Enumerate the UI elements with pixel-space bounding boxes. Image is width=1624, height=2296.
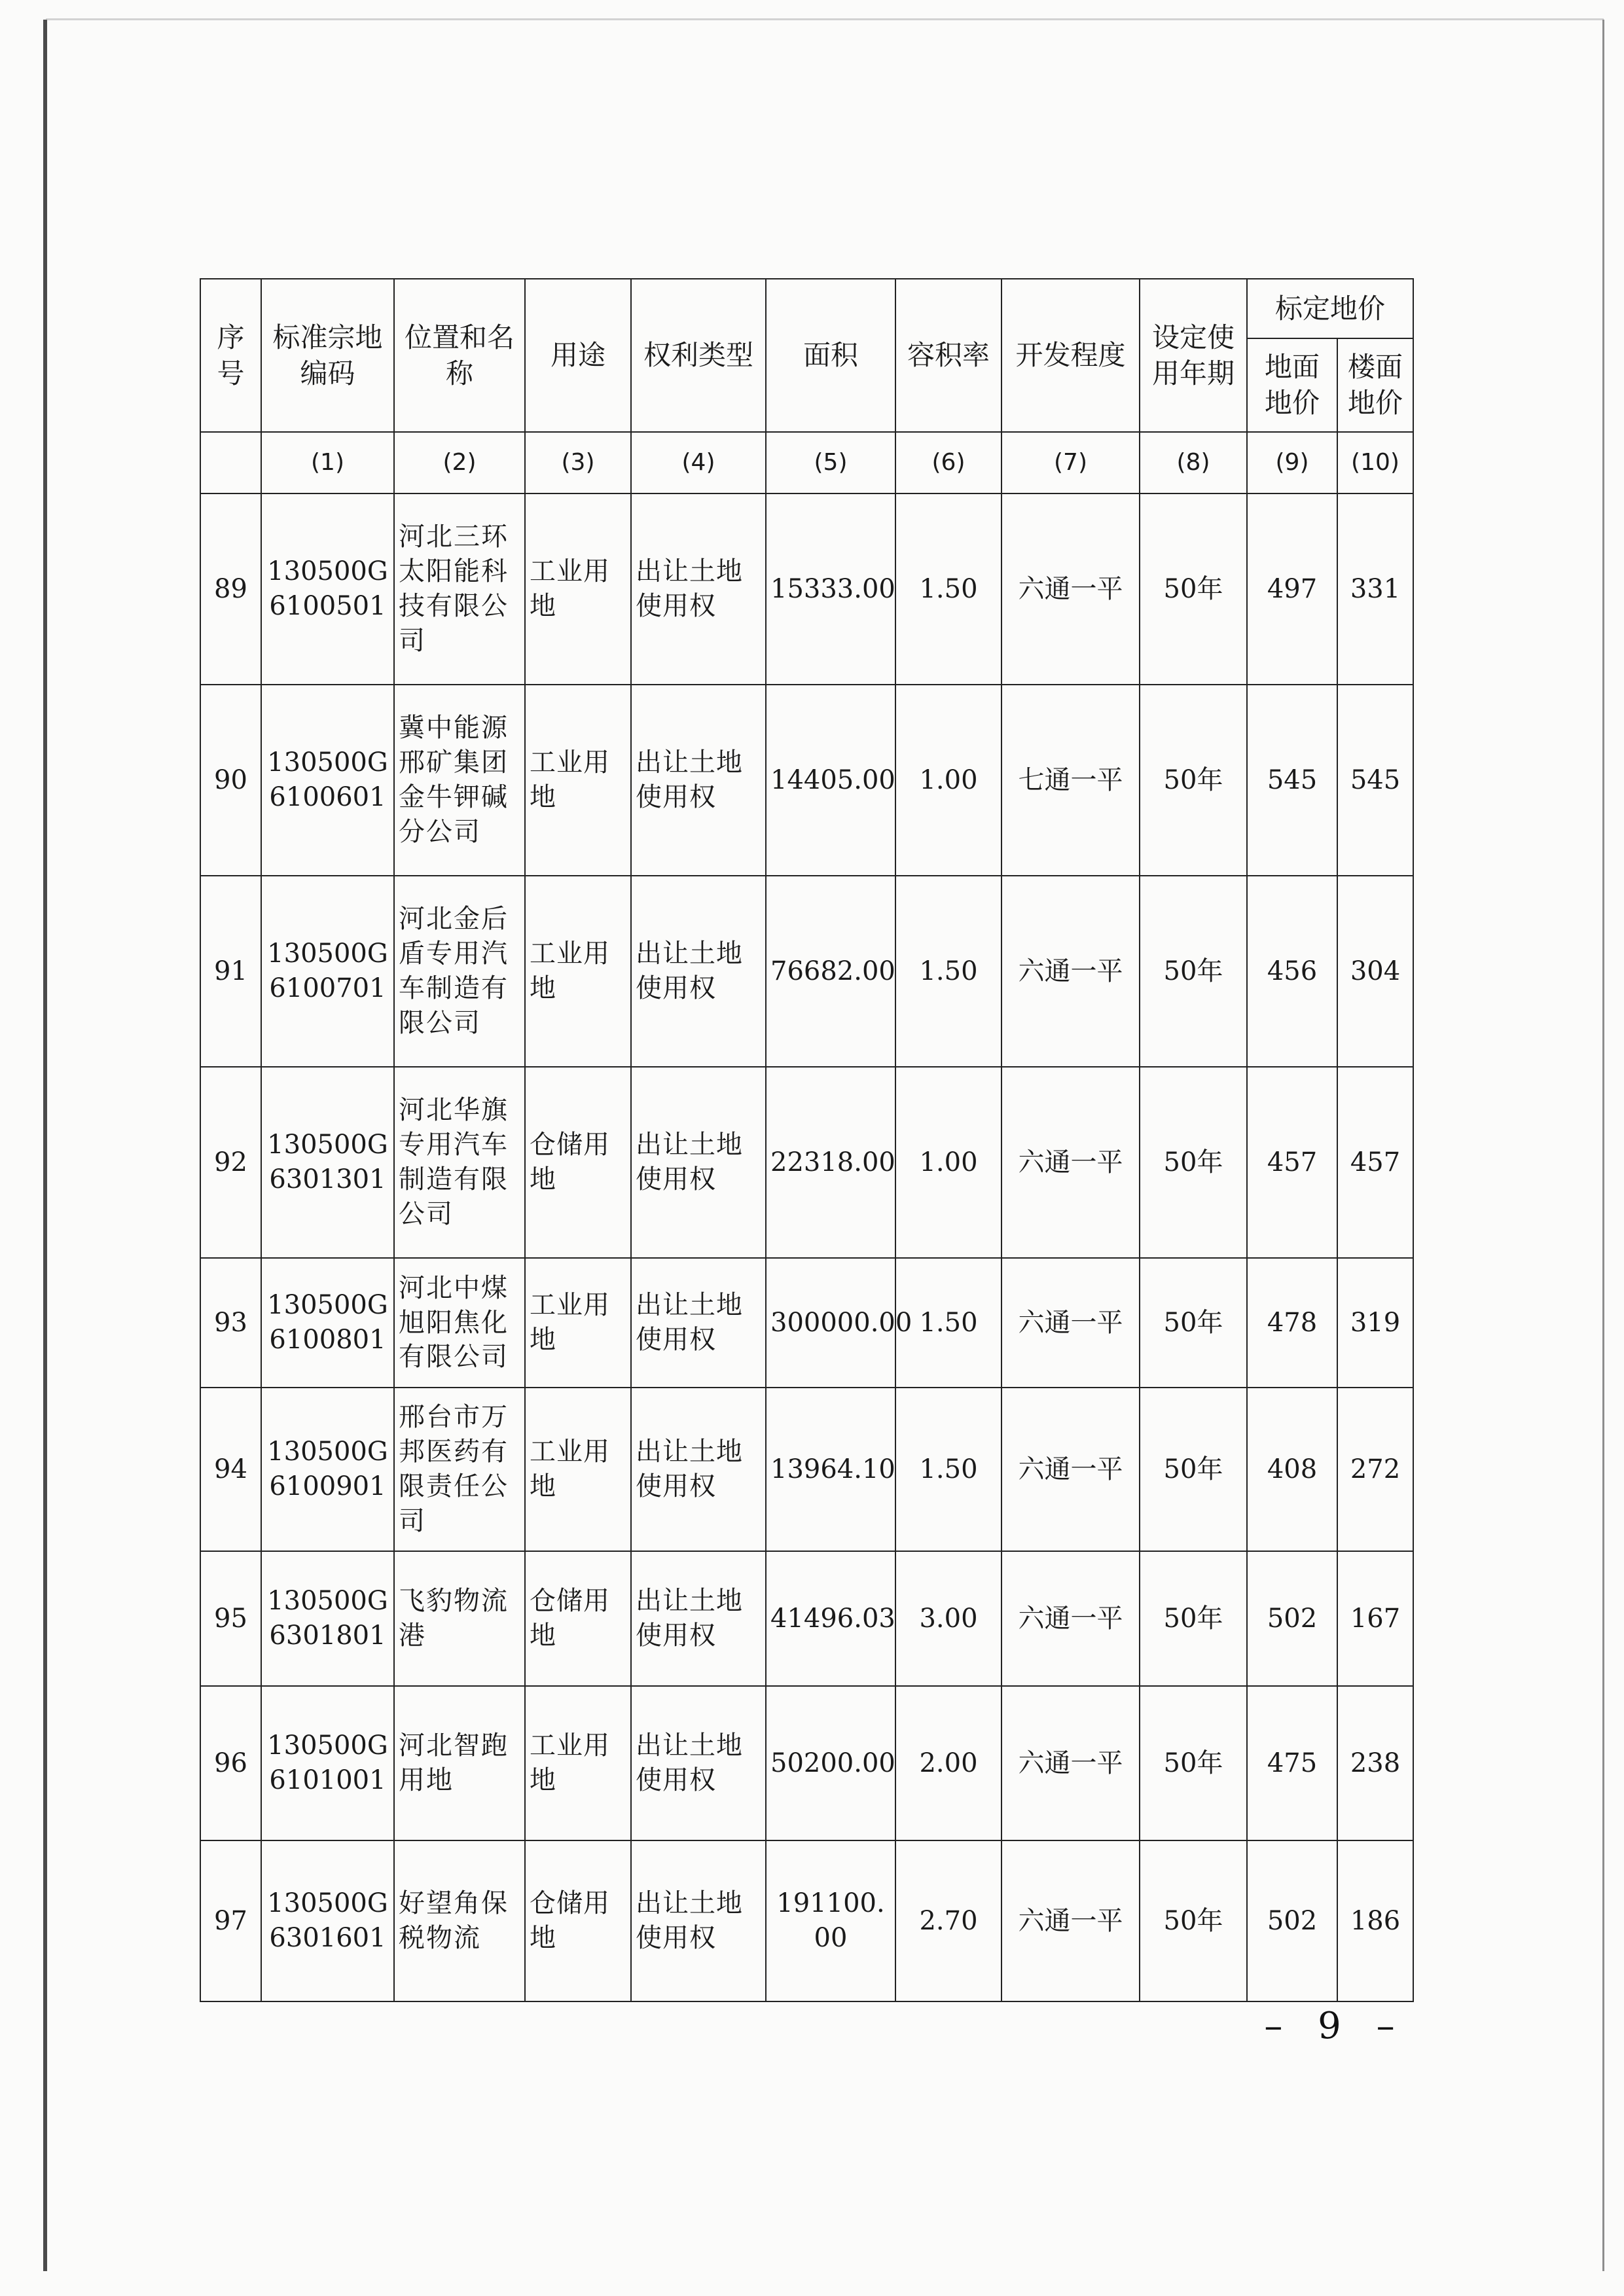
cell-development: 六通一平 bbox=[1001, 1258, 1140, 1388]
cell-use: 仓储用地 bbox=[525, 1551, 631, 1686]
cell-land-price: 502 bbox=[1247, 1840, 1337, 2001]
cell-area: 191100.00 bbox=[766, 1840, 895, 2001]
cell-seq: 92 bbox=[200, 1067, 261, 1258]
cell-development: 六通一平 bbox=[1001, 1067, 1140, 1258]
cell-name: 冀中能源邢矿集团金牛钾碱分公司 bbox=[394, 685, 525, 876]
cell-area: 300000.00 bbox=[766, 1258, 895, 1388]
header-seq: 序号 bbox=[200, 279, 261, 432]
cell-far: 1.50 bbox=[895, 1388, 1001, 1551]
cell-name: 好望角保税物流 bbox=[394, 1840, 525, 2001]
cell-years: 50年 bbox=[1140, 876, 1247, 1067]
column-number-blank bbox=[200, 432, 261, 493]
cell-far: 1.50 bbox=[895, 493, 1001, 685]
cell-code: 130500G6101001 bbox=[261, 1686, 394, 1840]
cell-land-price: 475 bbox=[1247, 1686, 1337, 1840]
cell-development: 六通一平 bbox=[1001, 493, 1140, 685]
cell-years: 50年 bbox=[1140, 1067, 1247, 1258]
cell-use: 工业用地 bbox=[525, 1258, 631, 1388]
cell-seq: 94 bbox=[200, 1388, 261, 1551]
cell-floor-price: 331 bbox=[1337, 493, 1413, 685]
cell-land-price: 545 bbox=[1247, 685, 1337, 876]
cell-right-type: 出让土地使用权 bbox=[631, 1551, 766, 1686]
table-row bbox=[200, 1551, 1413, 1686]
column-number: (10) bbox=[1337, 432, 1413, 493]
column-number: (6) bbox=[895, 432, 1001, 493]
cell-development: 六通一平 bbox=[1001, 1686, 1140, 1840]
cell-code: 130500G6100701 bbox=[261, 876, 394, 1067]
cell-code: 130500G6100901 bbox=[261, 1388, 394, 1551]
cell-code: 130500G6100801 bbox=[261, 1258, 394, 1388]
cell-far: 1.50 bbox=[895, 1258, 1001, 1388]
column-number: (3) bbox=[525, 432, 631, 493]
column-number: (5) bbox=[766, 432, 895, 493]
cell-name: 河北中煤旭阳焦化有限公司 bbox=[394, 1258, 525, 1388]
cell-land-price: 457 bbox=[1247, 1067, 1337, 1258]
header-development: 开发程度 bbox=[1001, 279, 1140, 432]
cell-land-price: 502 bbox=[1247, 1551, 1337, 1686]
cell-years: 50年 bbox=[1140, 685, 1247, 876]
table-row bbox=[200, 1067, 1413, 1258]
cell-use: 工业用地 bbox=[525, 1686, 631, 1840]
cell-name: 邢台市万邦医药有限责任公司 bbox=[394, 1388, 525, 1551]
cell-floor-price: 272 bbox=[1337, 1388, 1413, 1551]
table-row bbox=[200, 1840, 1413, 2001]
cell-years: 50年 bbox=[1140, 1551, 1247, 1686]
cell-right-type: 出让土地使用权 bbox=[631, 1258, 766, 1388]
cell-floor-price: 167 bbox=[1337, 1551, 1413, 1686]
scan-left-edge bbox=[43, 20, 47, 2271]
header-use: 用途 bbox=[525, 279, 631, 432]
header-far: 容积率 bbox=[895, 279, 1001, 432]
cell-code: 130500G6100501 bbox=[261, 493, 394, 685]
cell-code: 130500G6301601 bbox=[261, 1840, 394, 2001]
cell-area: 14405.00 bbox=[766, 685, 895, 876]
column-number: (1) bbox=[261, 432, 394, 493]
header-code: 标准宗地编码 bbox=[261, 279, 394, 432]
column-number: (9) bbox=[1247, 432, 1337, 493]
cell-years: 50年 bbox=[1140, 493, 1247, 685]
cell-land-price: 478 bbox=[1247, 1258, 1337, 1388]
cell-seq: 97 bbox=[200, 1840, 261, 2001]
cell-seq: 89 bbox=[200, 493, 261, 685]
cell-use: 仓储用地 bbox=[525, 1067, 631, 1258]
cell-floor-price: 457 bbox=[1337, 1067, 1413, 1258]
cell-right-type: 出让土地使用权 bbox=[631, 493, 766, 685]
cell-use: 仓储用地 bbox=[525, 1840, 631, 2001]
scan-right-edge bbox=[1602, 20, 1604, 2271]
cell-right-type: 出让土地使用权 bbox=[631, 1388, 766, 1551]
cell-name: 河北三环太阳能科技有限公司 bbox=[394, 493, 525, 685]
cell-development: 六通一平 bbox=[1001, 1388, 1140, 1551]
cell-development: 六通一平 bbox=[1001, 1840, 1140, 2001]
cell-right-type: 出让土地使用权 bbox=[631, 1067, 766, 1258]
cell-floor-price: 304 bbox=[1337, 876, 1413, 1067]
cell-land-price: 408 bbox=[1247, 1388, 1337, 1551]
cell-far: 2.00 bbox=[895, 1686, 1001, 1840]
cell-land-price: 497 bbox=[1247, 493, 1337, 685]
table-row bbox=[200, 1258, 1413, 1388]
cell-far: 2.70 bbox=[895, 1840, 1001, 2001]
cell-seq: 95 bbox=[200, 1551, 261, 1686]
header-floor-price: 楼面地价 bbox=[1337, 338, 1413, 432]
header-area: 面积 bbox=[766, 279, 895, 432]
land-price-table bbox=[200, 278, 1414, 2002]
cell-floor-price: 238 bbox=[1337, 1686, 1413, 1840]
column-number: (2) bbox=[394, 432, 525, 493]
cell-seq: 90 bbox=[200, 685, 261, 876]
header-land-price: 地面地价 bbox=[1247, 338, 1337, 432]
cell-development: 六通一平 bbox=[1001, 876, 1140, 1067]
cell-code: 130500G6100601 bbox=[261, 685, 394, 876]
cell-years: 50年 bbox=[1140, 1840, 1247, 2001]
cell-years: 50年 bbox=[1140, 1388, 1247, 1551]
cell-name: 河北金后盾专用汽车制造有限公司 bbox=[394, 876, 525, 1067]
cell-years: 50年 bbox=[1140, 1258, 1247, 1388]
cell-far: 1.00 bbox=[895, 685, 1001, 876]
cell-floor-price: 545 bbox=[1337, 685, 1413, 876]
cell-land-price: 456 bbox=[1247, 876, 1337, 1067]
cell-use: 工业用地 bbox=[525, 876, 631, 1067]
column-number-row bbox=[200, 432, 1413, 493]
cell-area: 41496.03 bbox=[766, 1551, 895, 1686]
cell-area: 15333.00 bbox=[766, 493, 895, 685]
table-row bbox=[200, 493, 1413, 685]
column-number: (7) bbox=[1001, 432, 1140, 493]
cell-far: 1.00 bbox=[895, 1067, 1001, 1258]
cell-far: 1.50 bbox=[895, 876, 1001, 1067]
cell-use: 工业用地 bbox=[525, 685, 631, 876]
cell-name: 飞豹物流港 bbox=[394, 1551, 525, 1686]
cell-code: 130500G6301801 bbox=[261, 1551, 394, 1686]
cell-right-type: 出让土地使用权 bbox=[631, 685, 766, 876]
cell-area: 50200.00 bbox=[766, 1686, 895, 1840]
cell-name: 河北智跑用地 bbox=[394, 1686, 525, 1840]
cell-name: 河北华旗专用汽车制造有限公司 bbox=[394, 1067, 525, 1258]
cell-years: 50年 bbox=[1140, 1686, 1247, 1840]
scan-top-edge bbox=[46, 18, 1604, 20]
header-location: 位置和名称 bbox=[394, 279, 525, 432]
header-right-type: 权利类型 bbox=[631, 279, 766, 432]
cell-area: 22318.00 bbox=[766, 1067, 895, 1258]
cell-use: 工业用地 bbox=[525, 1388, 631, 1551]
cell-seq: 96 bbox=[200, 1686, 261, 1840]
cell-use: 工业用地 bbox=[525, 493, 631, 685]
cell-development: 七通一平 bbox=[1001, 685, 1140, 876]
column-number: (4) bbox=[631, 432, 766, 493]
cell-right-type: 出让土地使用权 bbox=[631, 876, 766, 1067]
table-row bbox=[200, 685, 1413, 876]
cell-right-type: 出让土地使用权 bbox=[631, 1840, 766, 2001]
cell-seq: 91 bbox=[200, 876, 261, 1067]
table-row bbox=[200, 1388, 1413, 1551]
cell-floor-price: 186 bbox=[1337, 1840, 1413, 2001]
cell-right-type: 出让土地使用权 bbox=[631, 1686, 766, 1840]
column-number: (8) bbox=[1140, 432, 1247, 493]
table-row bbox=[200, 876, 1413, 1067]
cell-far: 3.00 bbox=[895, 1551, 1001, 1686]
cell-area: 76682.00 bbox=[766, 876, 895, 1067]
table-row bbox=[200, 1686, 1413, 1840]
cell-floor-price: 319 bbox=[1337, 1258, 1413, 1388]
cell-area: 13964.10 bbox=[766, 1388, 895, 1551]
cell-development: 六通一平 bbox=[1001, 1551, 1140, 1686]
cell-seq: 93 bbox=[200, 1258, 261, 1388]
header-price-group: 标定地价 bbox=[1247, 279, 1413, 338]
cell-code: 130500G6301301 bbox=[261, 1067, 394, 1258]
header-years: 设定使用年期 bbox=[1140, 279, 1247, 432]
header-row-top bbox=[200, 279, 1413, 338]
page-number: – 9 – bbox=[1264, 2005, 1407, 2047]
